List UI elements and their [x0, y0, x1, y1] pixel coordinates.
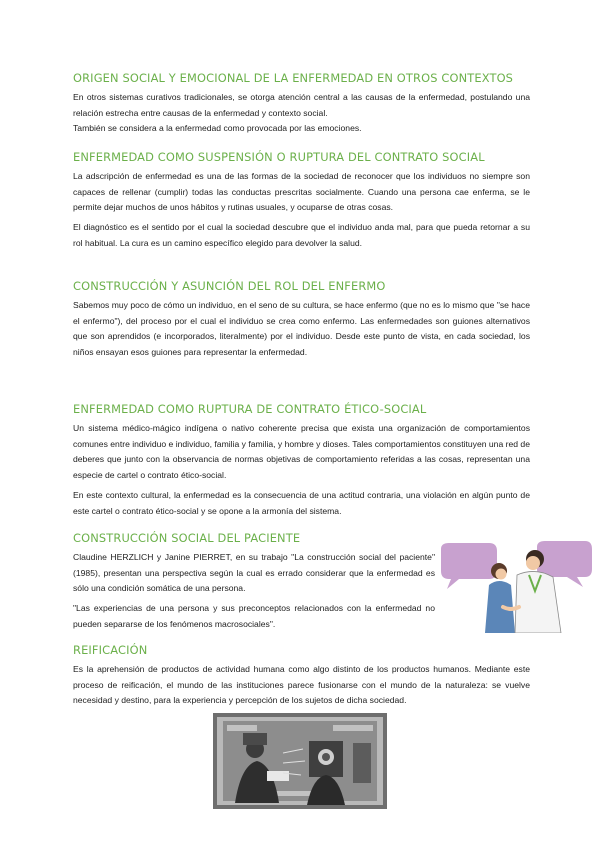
section-ruptura-contrato-social [73, 150, 530, 252]
section-paragraph: Un sistema médico-mágico indígena o nativo coherente precisa que exista una organización de comportamientos comunes entre individuo e individuo, familia y familia, y hombre y dioses. Tales comportamientos constituyen una red de deberes que junto con la observancia de normas objetivas de comportamiento referidas a las cosas, representan una especie de cartel o contrato ético-social. [73, 423, 530, 481]
doctor-patient-drawing [437, 541, 592, 633]
section-title: CONSTRUCCIÓN SOCIAL DEL PACIENTE [73, 531, 301, 545]
section-paragraph: En este contexto cultural, la enfermedad es la consecuencia de una actitud contraria, una violación en algún punto de este cartel o contrato ético-social y se opone a la armonía del sistema. [73, 489, 530, 516]
reification-collage-photo [213, 713, 387, 809]
section-paragraph: Sabemos muy poco de cómo un individuo, en el seno de su cultura, se hace enfermo (que no es lo mismo que "se hace el enfermo"), del proceso por el cual el individuo se crea como enfermo. Las enfermedades son guiones alternativos que son aprendidos (e incorporados, literalmente) por el individuo. Desde este punto de vista, en cada sociedad, los niños ensayan esos guiones para representar la enfermedad. [73, 300, 530, 358]
speech-bubble-left [441, 543, 497, 589]
reification-collage-drawing [213, 713, 387, 809]
section-ruptura-etico-social [73, 402, 530, 519]
section-title: CONSTRUCCIÓN Y ASUNCIÓN DEL ROL DEL ENFERMO [73, 279, 386, 293]
section-title: ORIGEN SOCIAL Y EMOCIONAL DE LA ENFERMEDAD EN OTROS CONTEXTOS [73, 71, 514, 85]
section-reificacion [73, 643, 530, 709]
section-paragraph: Es la aprehensión de productos de actividad humana como algo distinto de los productos humanos. Mediante este proceso de reificación, el mundo de las instituciones parece fusionarse con el mundo de la naturaleza: se vuelve necesidad y destino, para la experiencia y percepción de los sujetos de dicha sociedad. [73, 664, 530, 706]
section-paragraph: La adscripción de enfermedad es una de las formas de la sociedad de reconocer que los individuos no siempre son capaces de rellenar (cumplir) todas las conductas prescritas socialmente. Cuando una persona cae enferma, se le permite dejar muchos de unos hábitos y rutinas usuales, y ocuparse de otras cosas. [73, 171, 530, 213]
section-title: ENFERMEDAD COMO RUPTURA DE CONTRATO ÉTICO-SOCIAL [73, 402, 427, 416]
doctor-patient-illustration [437, 541, 592, 633]
section-paragraph: El diagnóstico es el sentido por el cual la sociedad descubre que el individuo anda mal, para que pueda retornar a su rol habitual. La cura es un camino específico elegido para devolver la salud. [73, 222, 530, 248]
section-paragraph: Claudine HERZLICH y Janine PIERRET, en su trabajo "La construcción social del paciente" (1985), presentan una perspectiva según la cual es errado considerar que la enfermedad es sólo una condición somática de una persona. [73, 552, 435, 594]
section-construccion-paciente [73, 531, 435, 633]
section-paragraph: "Las experiencias de una persona y sus preconceptos relacionados con la enfermedad no pueden separarse de los fenómenos macrosociales". [73, 603, 435, 629]
section-origen-social [73, 71, 530, 137]
section-title: ENFERMEDAD COMO SUSPENSIÓN O RUPTURA DEL CONTRATO SOCIAL [73, 150, 485, 164]
doctor-arm [503, 607, 519, 609]
section-rol-enfermo [73, 279, 530, 361]
doctor-face [526, 556, 540, 570]
patient-face [496, 569, 507, 580]
section-paragraph: En otros sistemas curativos tradicionales, se otorga atención central a las causas de la enfermedad, postulando una relación estrecha entre causas de la enfermedad y contexto social. [73, 92, 530, 118]
section-title: REIFICACIÓN [73, 643, 148, 657]
section-paragraph: También se considera a la enfermedad como provocada por las emociones. [73, 123, 362, 134]
